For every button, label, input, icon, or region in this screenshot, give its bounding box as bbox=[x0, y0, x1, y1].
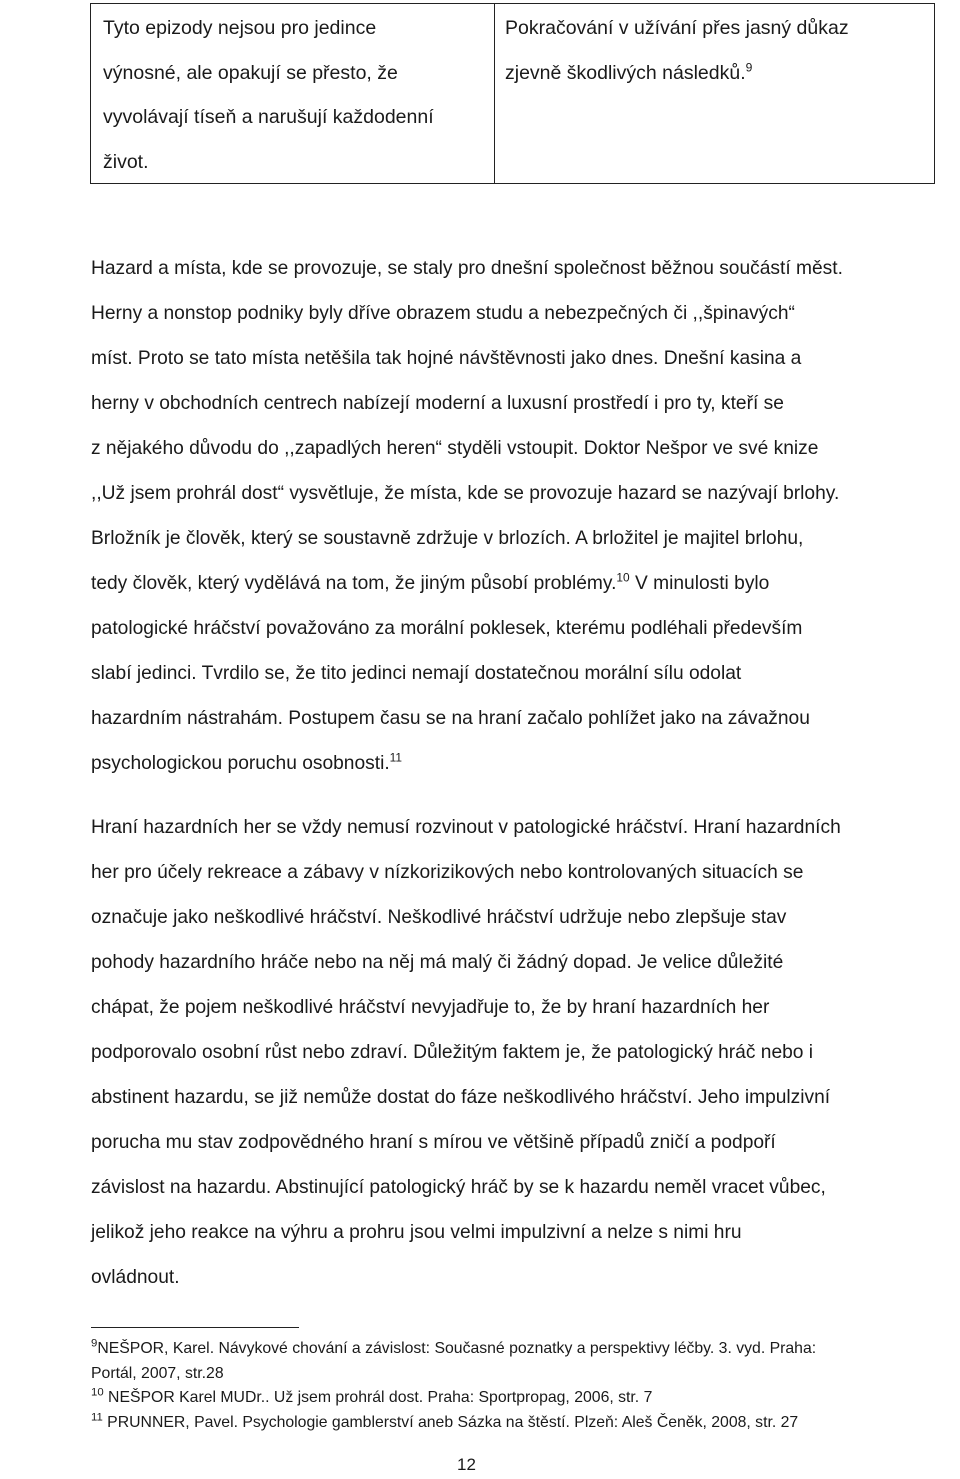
footnote-text: PRUNNER, Pavel. Psychologie gamblerství aneb Sázka na štěstí. Plzeň: Aleš Čeněk, 2008, str. 27 bbox=[102, 1413, 799, 1431]
table-cell-line-text: zjevně škodlivých následků. bbox=[505, 61, 746, 84]
paragraph-line-text: psychologickou poruchu osobnosti. bbox=[91, 753, 390, 774]
paragraph-1 bbox=[91, 246, 931, 786]
paragraph-line: ovládnout. bbox=[91, 1267, 180, 1288]
footnote-separator bbox=[91, 1327, 299, 1328]
footnote-ref-9: 9 bbox=[745, 60, 753, 74]
table-cell-line: výnosné, ale opakují se přesto, že bbox=[103, 61, 398, 84]
paragraph-line: pohody hazardního hráče nebo na něj má malý či žádný dopad. Je velice důležité bbox=[91, 952, 784, 973]
paragraph-line: patologické hráčství považováno za morální poklesek, kterému podléhali především bbox=[91, 618, 803, 639]
table-cell-left bbox=[91, 4, 495, 183]
paragraph-line: hazardním nástrahám. Postupem času se na hraní začalo pohlížet jako na závažnou bbox=[91, 708, 810, 729]
paragraph-line: ,,Už jsem prohrál dost“ vysvětluje, že místa, kde se provozuje hazard se nazývají brlohy. bbox=[91, 483, 840, 504]
paragraph-line: podporovalo osobní růst nebo zdraví. Důležitým faktem je, že patologický hráč nebo i bbox=[91, 1042, 814, 1063]
paragraph-line: jelikož jeho reakce na výhru a prohru jsou velmi impulzivní a nelze s nimi hru bbox=[91, 1222, 742, 1243]
footnote-number: 9 bbox=[91, 1337, 98, 1350]
footnote-text: NEŠPOR, Karel. Návykové chování a závislost: Současné poznatky a perspektivy léčby. 3. vyd. Praha: bbox=[97, 1340, 817, 1357]
paragraph-line: Hraní hazardních her se vždy nemusí rozvinout v patologické hráčství. Hraní hazardních bbox=[91, 817, 841, 838]
paragraph-line: míst. Proto se tato místa netěšila tak hojné návštěvnosti jako dnes. Dnešní kasina a bbox=[91, 348, 802, 369]
paragraph-2 bbox=[91, 805, 931, 1300]
paragraph-line: abstinent hazardu, se již nemůže dostat do fáze neškodlivého hráčství. Jeho impulzivní bbox=[91, 1087, 831, 1108]
table-cell-right-text bbox=[505, 6, 924, 95]
footnote-ref-11: 11 bbox=[389, 750, 403, 765]
paragraph-line: porucha mu stav zodpovědného hraní s mírou ve většině případů zničí a podpoří bbox=[91, 1132, 776, 1153]
paragraph-line bbox=[91, 741, 931, 786]
paragraph-line: označuje jako neškodlivé hráčství. Neškodlivé hráčství udržuje nebo zlepšuje stav bbox=[91, 907, 787, 928]
table-cell-line: Pokračování v užívání přes jasný důkaz bbox=[505, 17, 849, 39]
paragraph-line: slabí jedinci. Tvrdilo se, že tito jedinci nemají dostatečnou morální sílu odolat bbox=[91, 663, 742, 684]
page-number-text: 12 bbox=[457, 1455, 476, 1474]
table-cell-left-text bbox=[103, 6, 484, 184]
footnote-text: NEŠPOR Karel MUDr.. Už jsem prohrál dost. Praha: Sportpropag, 2006, str. 7 bbox=[103, 1389, 653, 1406]
paragraph-line: herny v obchodních centrech nabízejí moderní a luxusní prostředí i pro ty, kteří se bbox=[91, 393, 784, 414]
footnotes bbox=[91, 1337, 941, 1435]
table-cell-line bbox=[505, 51, 924, 96]
footnote-9-continuation: Portál, 2007, str.28 bbox=[91, 1364, 224, 1382]
paragraph-line: Herny a nonstop podniky byly dříve obrazem studu a nebezpečných či ,,špinavých“ bbox=[91, 303, 795, 324]
paragraph-line: Hazard a místa, kde se provozuje, se staly pro dnešní společnost běžnou součástí měst. bbox=[91, 258, 843, 279]
footnote-number: 10 bbox=[91, 1386, 104, 1399]
table-cell-line: vyvolávají tíseň a narušují každodenní bbox=[103, 106, 434, 128]
paragraph-line bbox=[91, 561, 931, 606]
footnote-number: 11 bbox=[91, 1411, 103, 1424]
footnote-ref-10: 10 bbox=[616, 570, 630, 585]
table-cell-right bbox=[495, 4, 934, 183]
paragraph-line: chápat, že pojem neškodlivé hráčství nevyjadřuje to, že by hraní hazardních her bbox=[91, 997, 770, 1018]
paragraph-line: her pro účely rekreace a zábavy v nízkorizikových nebo kontrolovaných situacích se bbox=[91, 862, 804, 883]
paragraph-line: z nějakého důvodu do ,,zapadlých heren“ styděli vstoupit. Doktor Nešpor ve své knize bbox=[91, 438, 819, 459]
footnote-9 bbox=[91, 1337, 941, 1362]
paragraph-line: závislost na hazardu. Abstinující patologický hráč by se k hazardu neměl vracet vůbec, bbox=[91, 1177, 826, 1198]
table-cell-line: Tyto epizody nejsou pro jedince bbox=[103, 17, 377, 39]
table-cell-line: život. bbox=[103, 150, 149, 173]
footnote-10 bbox=[91, 1386, 941, 1411]
paragraph-line-text: tedy člověk, který vydělává na tom, že jiným působí problémy. bbox=[91, 573, 617, 594]
paragraph-line-text: V minulosti bylo bbox=[634, 573, 770, 594]
paragraph-line: Brložník je člověk, který se soustavně zdržuje v brlozích. A brložitel je majitel brlohu, bbox=[91, 528, 804, 549]
footnote-11 bbox=[91, 1411, 941, 1436]
criteria-table bbox=[90, 3, 935, 184]
